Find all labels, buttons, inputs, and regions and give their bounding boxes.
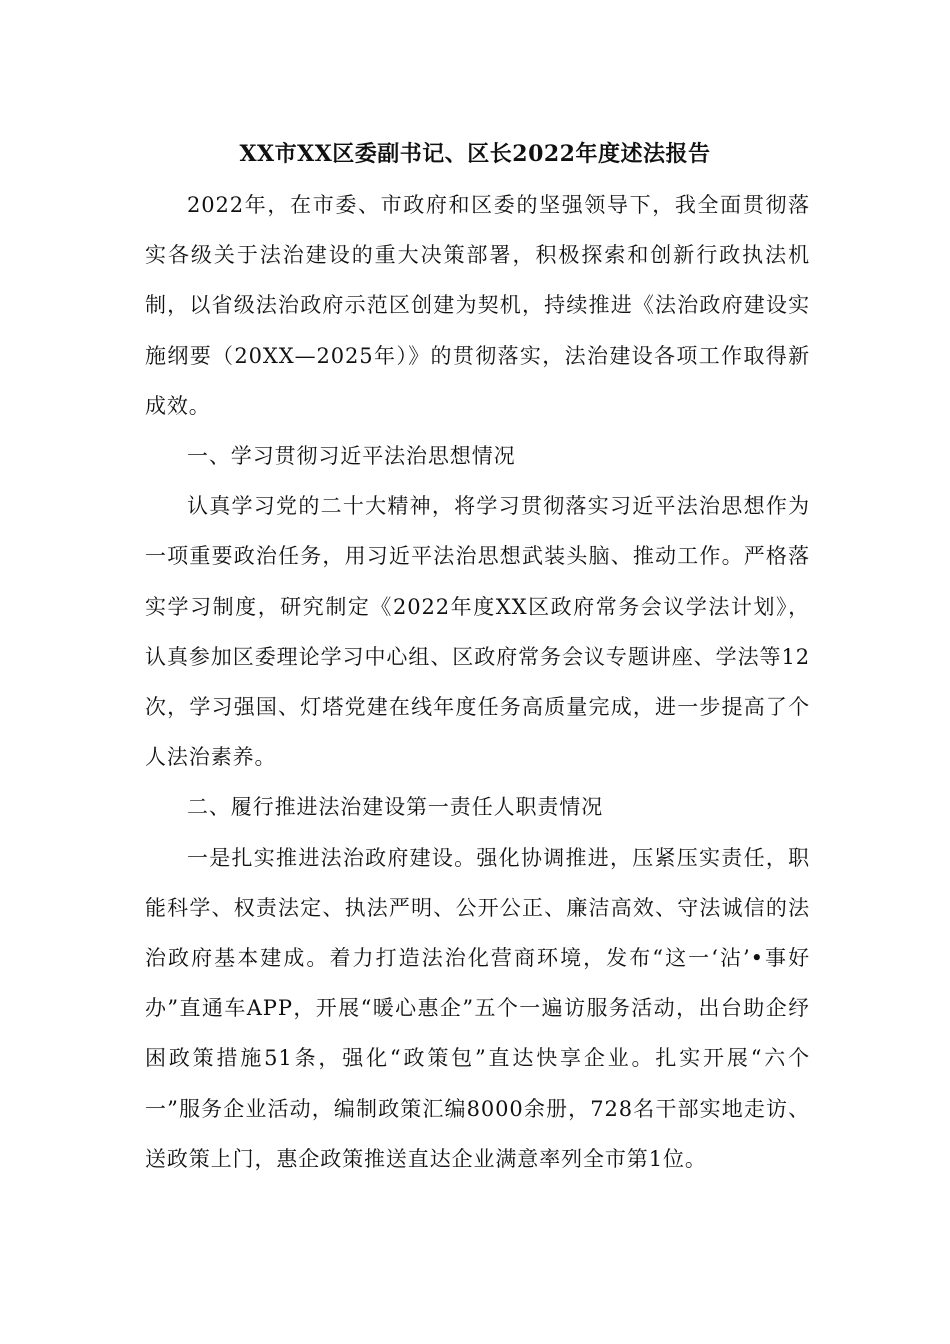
paragraph-study: 认真学习党的二十大精神，将学习贯彻落实习近平法治思想作为一项重要政治任务，用习近平法治思想武装头脑、推动工作。严格落实学习制度，研究制定《2022年度XX区政府常务会议学法计划》，认真参加区委理论学习中心组、区政府常务会议专题讲座、学法等12次，学习强国、灯塔党建在线年度任务高质量完成，进一步提高了个人法治素养。 <box>145 494 810 770</box>
section-heading-1: 一、学习贯彻习近平法治思想情况 <box>187 444 516 469</box>
paragraph-intro: 2022年，在市委、市政府和区委的坚强领导下，我全面贯彻落实各级关于法治建设的重大决策部署，积极探索和创新行政执法机制，以省级法治政府示范区创建为契机，持续推进《法治政府建设实施纲要（20XX—2025年）》的贯彻落实，法治建设各项工作取得新成效。 <box>145 193 810 418</box>
document-title: XX市XX区委副书记、区长2022年度述法报告 <box>239 141 711 167</box>
document-body <box>145 180 810 1184</box>
section-heading-2: 二、履行推进法治建设第一责任人职责情况 <box>187 795 604 820</box>
paragraph-government-building: 一是扎实推进法治政府建设。强化协调推进，压紧压实责任，职能科学、权责法定、执法严明、公开公正、廉洁高效、守法诚信的法治政府基本建成。着力打造法治化营商环境，发布“这一‘沾’•事好办”直通车APP，开展“暖心惠企”五个一遍访服务活动，出台助企纾困政策措施51条，强化“政策包”直达快享企业。扎实开展“六个一”服务企业活动，编制政策汇编8000余册，728名干部实地走访、送政策上门，惠企政策推送直达企业满意率列全市第1位。 <box>145 845 810 1171</box>
